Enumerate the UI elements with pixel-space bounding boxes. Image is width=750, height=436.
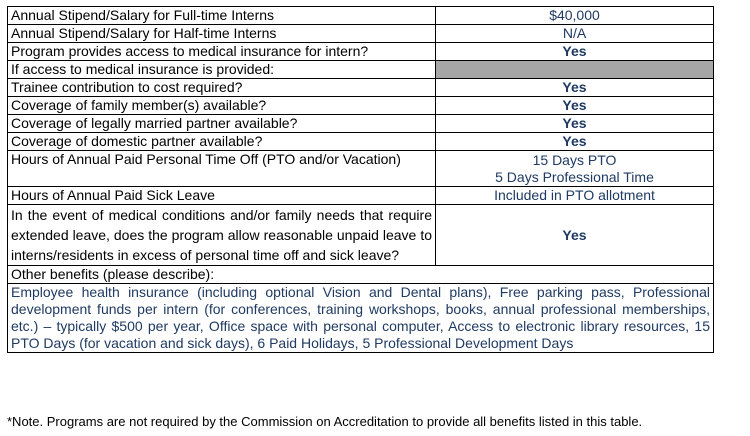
row-value: Yes <box>436 115 714 133</box>
table-row <box>8 61 714 79</box>
table-row <box>8 115 714 133</box>
value-line: 5 Days Professional Time <box>495 168 654 185</box>
row-value: Yes <box>436 43 714 61</box>
benefits-table <box>7 6 714 353</box>
row-label: Hours of Annual Paid Sick Leave <box>8 187 436 205</box>
other-benefits-text: Employee health insurance (including optional Vision and Dental plans), Free parking pass, Professional development funds per intern (for conferences, training workshops, books, annual professional memberships, etc.) – typically $500 per year, Office space with personal computer, Access to electronic library resources, 15 PTO Days (for vacation and sick days), 6 Paid Holidays, 5 Professional Development Days <box>8 284 714 353</box>
table-row <box>8 133 714 151</box>
row-label: Program provides access to medical insurance for intern? <box>8 43 436 61</box>
row-label: Hours of Annual Paid Personal Time Off (PTO and/or Vacation) <box>8 151 436 187</box>
row-value: Yes <box>436 97 714 115</box>
row-label: Annual Stipend/Salary for Half-time Interns <box>8 25 436 43</box>
shaded-cell <box>436 61 714 79</box>
row-value: Yes <box>436 133 714 151</box>
row-value: N/A <box>436 25 714 43</box>
table-row <box>8 284 714 353</box>
table-row <box>8 25 714 43</box>
row-label: Coverage of legally married partner available? <box>8 115 436 133</box>
row-label: Trainee contribution to cost required? <box>8 79 436 97</box>
table-row <box>8 79 714 97</box>
row-label: Coverage of domestic partner available? <box>8 133 436 151</box>
row-value: $40,000 <box>436 7 714 25</box>
row-label: Annual Stipend/Salary for Full-time Interns <box>8 7 436 25</box>
footnote: *Note. Programs are not required by the Commission on Accreditation to provide all benefits listed in this table. <box>7 414 643 429</box>
table-row <box>8 7 714 25</box>
table-row <box>8 151 714 187</box>
row-label: Coverage of family member(s) available? <box>8 97 436 115</box>
table-row <box>8 43 714 61</box>
table-row <box>8 97 714 115</box>
row-value: Yes <box>436 79 714 97</box>
row-label: In the event of medical conditions and/or family needs that require extended leave, does the program allow reasonable unpaid leave to interns/residents in excess of personal time off and sick leave? <box>8 205 436 266</box>
table-row <box>8 266 714 284</box>
table-row <box>8 187 714 205</box>
table-row <box>8 205 714 266</box>
row-value <box>436 151 714 187</box>
row-value: Yes <box>436 205 714 266</box>
other-benefits-label: Other benefits (please describe): <box>8 266 714 284</box>
row-value: Included in PTO allotment <box>436 187 714 205</box>
row-label: If access to medical insurance is provided: <box>8 61 436 79</box>
value-line: 15 Days PTO <box>532 151 617 168</box>
